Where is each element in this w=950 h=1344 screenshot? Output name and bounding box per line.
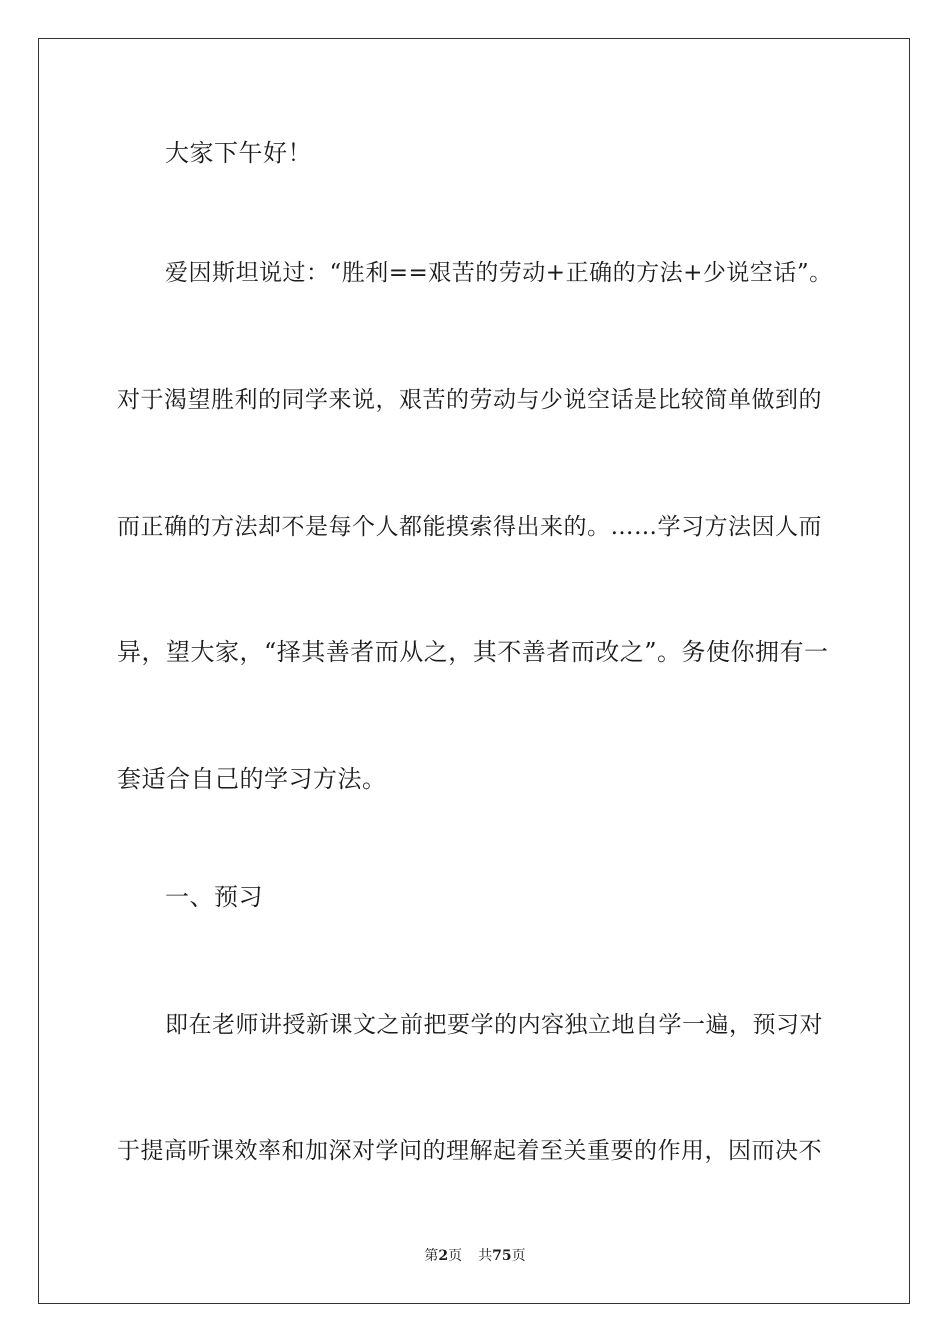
total-prefix: 共 xyxy=(478,1248,493,1264)
paragraph-line: 爱因斯坦说过：“胜利==艰苦的劳动+正确的方法+少说空话”。 xyxy=(165,260,833,286)
current-page-number: 2 xyxy=(438,1248,449,1264)
total-page-number: 75 xyxy=(492,1248,512,1264)
paragraph-line: 于提高听课效率和加深对学问的理解起着至关重要的作用，因而决不 xyxy=(117,1138,822,1164)
paragraph-line: 套适合自己的学习方法。 xyxy=(117,765,387,793)
page-border xyxy=(38,38,910,1304)
paragraph-line: 异，望大家，“择其善者而从之，其不善者而改之”。务使你拥有一 xyxy=(117,638,829,666)
paragraph-line: 对于渴望胜利的同学来说，艰苦的劳动与少说空话是比较简单做到的 xyxy=(117,387,822,413)
page-footer xyxy=(0,1247,950,1265)
page-suffix: 页 xyxy=(448,1248,463,1264)
section-heading: 一、预习 xyxy=(165,883,263,911)
greeting-line: 大家下午好！ xyxy=(165,139,312,167)
paragraph-line: 即在老师讲授新课文之前把要学的内容独立地自学一遍，预习对 xyxy=(165,1012,823,1038)
page-prefix: 第 xyxy=(424,1248,439,1264)
total-suffix: 页 xyxy=(511,1248,526,1264)
paragraph-line: 而正确的方法却不是每个人都能摸索得出来的。……学习方法因人而 xyxy=(117,514,822,540)
